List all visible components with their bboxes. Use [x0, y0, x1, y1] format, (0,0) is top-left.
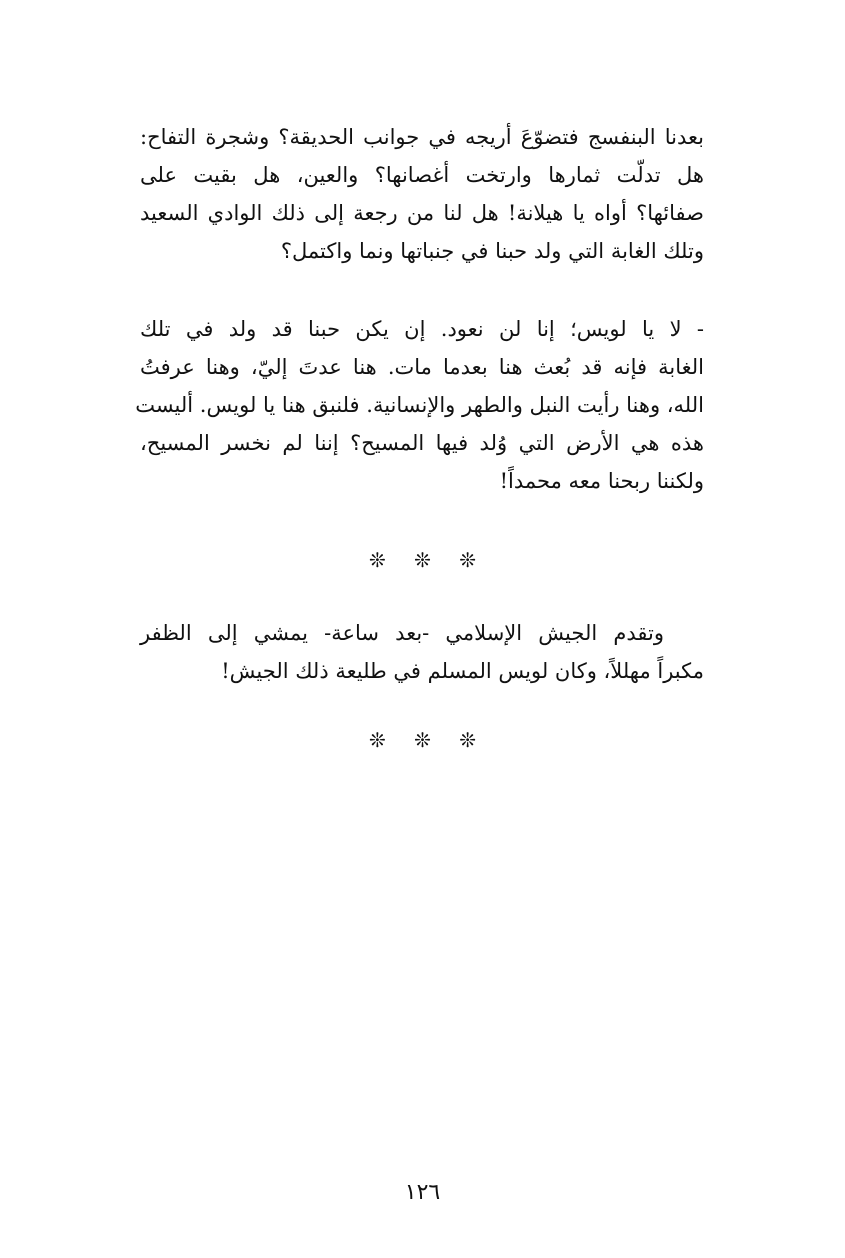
text-line: بعدنا البنفسج فتضوّعَ أريجه في جوانب الحديقة؟ وشجرة التفاح: — [140, 125, 704, 149]
text-line: - لا يا لويس؛ إنا لن نعود. إن يكن حبنا قد ولد في تلك — [140, 317, 704, 341]
paragraph-3 — [140, 614, 704, 690]
paragraph-2 — [135, 310, 704, 500]
text-line: هل تدلّت ثمارها وارتخت أغصانها؟ والعين، هل بقيت على — [140, 163, 704, 187]
text-line: صفائها؟ أواه يا هيلانة! هل لنا من رجعة إلى ذلك الوادي السعيد — [140, 201, 704, 225]
paragraph-1 — [140, 118, 704, 270]
text-line-indented — [140, 614, 704, 652]
text-line: هذه هي الأرض التي وُلد فيها المسيح؟ إننا لم نخسر المسيح، — [140, 431, 704, 455]
text-line: الغابة فإنه قد بُعث هنا بعدما مات. هنا عدتَ إليّ، وهنا عرفتُ — [140, 355, 704, 379]
section-separator: ❊ ❊ ❊ — [369, 728, 476, 752]
text-line: مكبراً مهللاً، وكان لويس المسلم في طليعة ذلك الجيش! — [221, 659, 704, 683]
text-line: ولكننا ربحنا معه محمداً! — [499, 469, 704, 493]
section-separator: ❊ ❊ ❊ — [369, 548, 476, 572]
text-line: الله، وهنا رأيت النبل والطهر والإنسانية. فلنبق هنا يا لويس. أليست — [135, 393, 704, 417]
text-line: وتلك الغابة التي ولد حبنا في جنباتها ونما واكتمل؟ — [280, 239, 704, 263]
text-line-content: وتقدم الجيش الإسلامي -بعد ساعة- يمشي إلى الظفر — [140, 621, 664, 645]
page-number: ١٢٦ — [404, 1180, 441, 1205]
